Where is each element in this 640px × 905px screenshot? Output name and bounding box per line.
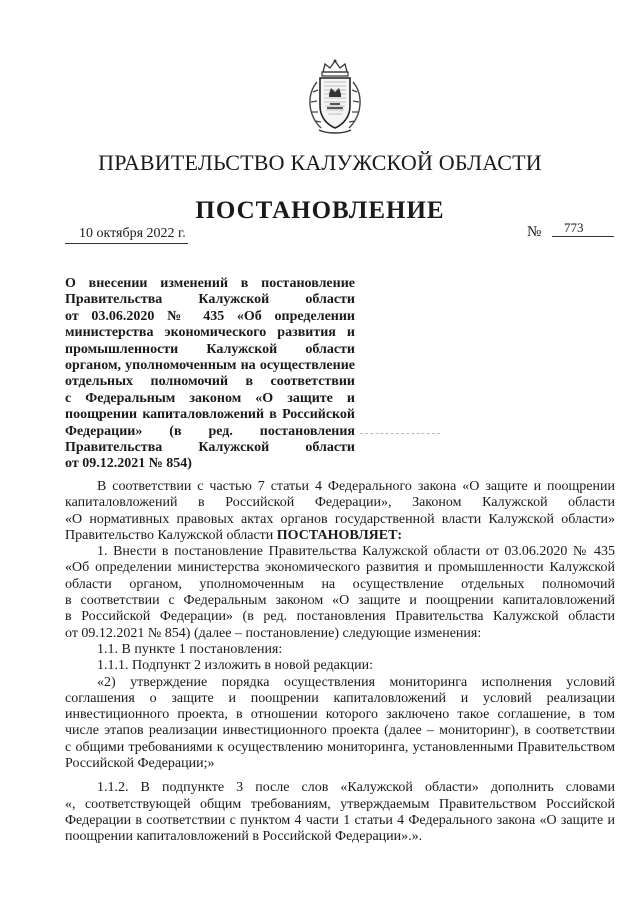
item-1-1-2-line: «, соответствующей общим требованиям, утверждаемым Правительством Российской <box>65 796 615 812</box>
subject-line: Федерации» (в ред. постановления <box>65 423 355 439</box>
resolves-keyword: ПОСТАНОВЛЯЕТ: <box>276 527 403 543</box>
number-label: № <box>527 224 542 240</box>
subject-line: от 09.12.2021 № 854) <box>65 456 192 472</box>
document-number: 773 <box>552 220 614 237</box>
subject-line: О внесении изменений в постановление <box>65 276 355 291</box>
quote-line: соглашения о защите и поощрении капиталовложений и условий реализации <box>65 690 615 706</box>
subject-line: поощрении капиталовложений в Российской <box>65 407 355 423</box>
item-1-1-2-line: Федерации в соответствии с пунктом 4 части 1 статьи 4 Федерального закона «О защите и <box>65 812 615 828</box>
item-1-line: в соответствии с Федеральным законом «О защите и поощрении капиталовложений <box>65 593 615 609</box>
item-1-line: от 09.12.2021 № 854) (далее – постановление) следующие изменения: <box>65 625 482 641</box>
item-1-line: 1. Внести в постановление Правительства Калужской области от 03.06.2020 № 435 <box>97 544 615 560</box>
item-1-1-1-paragraph: 1.1.1. Подпункт 2 изложить в новой редакции: <box>97 658 374 674</box>
item-1-line: области органом, уполномоченным на осуществление отдельных полномочий <box>65 576 615 592</box>
preamble-line: В соответствии с частью 7 статьи 4 Федерального закона «О защите и поощрении <box>97 479 615 494</box>
preamble-paragraph <box>65 479 615 544</box>
document-body <box>65 479 615 846</box>
organization-title: ПРАВИТЕЛЬСТВО КАЛУЖСКОЙ ОБЛАСТИ <box>98 150 542 175</box>
paragraph-gap <box>65 772 615 780</box>
subject-line: с Федеральным законом «О защите и <box>65 390 355 406</box>
subject-line: министерства экономического развития и <box>65 325 355 341</box>
subject-line: промышленности Калужской области <box>65 341 355 357</box>
subject-line: отдельных полномочий в соответствии <box>65 374 355 390</box>
preamble-text: Правительство Калужской области <box>65 527 274 543</box>
subject-line: Правительства Калужской области <box>65 440 355 456</box>
coat-of-arms-emblem <box>303 58 367 136</box>
preamble-line: капиталовложений в Российской Федерации», Законом Калужской области <box>65 495 615 511</box>
item-1-1-2-line: поощрении капиталовложений в Российской Федерации».». <box>65 829 423 845</box>
item-1-1-2-paragraph <box>65 780 615 845</box>
document-type-title: ПОСТАНОВЛЕНИЕ <box>195 197 445 224</box>
faint-line-mark <box>360 433 440 434</box>
quote-line: «2) утверждение порядка осуществления мониторинга исполнения условий <box>97 674 615 690</box>
item-1-line: в Российской Федерации» (в ред. постановления Правительства Калужской области <box>65 609 615 625</box>
preamble-line: «О нормативных правовых актах органов государственной власти Калужской области» <box>65 511 615 527</box>
quote-subparagraph-2 <box>65 675 615 773</box>
document-date: 10 октября 2022 г. <box>65 226 188 244</box>
item-1-line: «Об определении министерства экономического развития и промышленности Калужской <box>65 560 615 576</box>
quote-line: с общими требованиями к осуществлению мониторинга, установленными Правительством <box>65 739 615 755</box>
quote-line: числе этапов реализации инвестиционного проекта (далее – мониторинг), в соответствии <box>65 723 615 739</box>
preamble-last-line <box>65 528 615 544</box>
item-1-1-2-line: 1.1.2. В подпункте 3 после слов «Калужской области» дополнить словами <box>97 780 615 796</box>
item-1-paragraph <box>65 544 615 642</box>
quote-line: Российской Федерации;» <box>65 756 215 772</box>
subject-line: от 03.06.2020 № 435 «Об определении <box>65 308 355 324</box>
quote-line: инвестиционного проекта, в отношении которого заключено такое соглашение, в том <box>65 707 615 723</box>
document-subject <box>65 276 355 473</box>
item-1-1-paragraph: 1.1. В пункте 1 постановления: <box>97 641 283 657</box>
subject-line: Правительства Калужской области <box>65 292 355 308</box>
subject-line: органом, уполномоченным на осуществление <box>65 358 355 374</box>
